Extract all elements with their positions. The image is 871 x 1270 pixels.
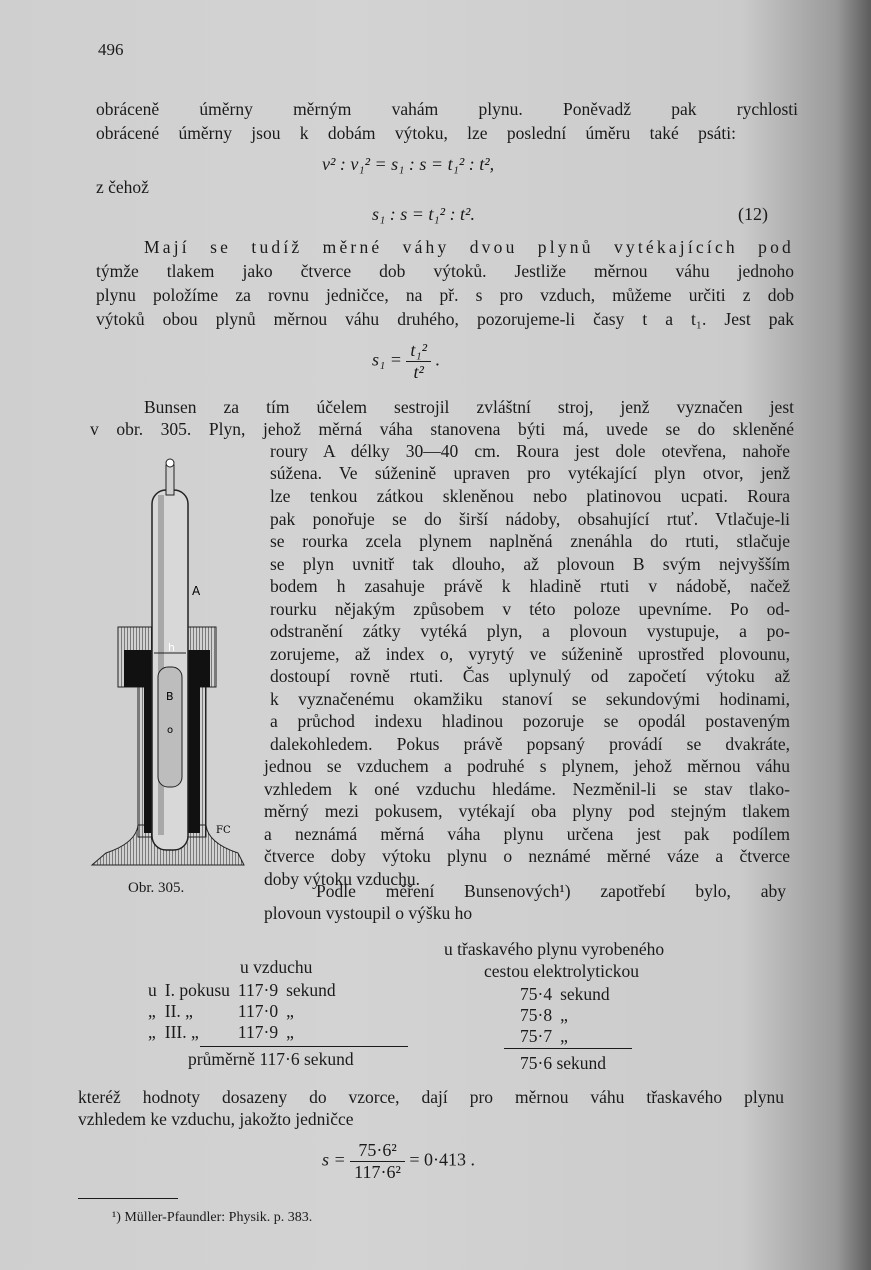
footnote-rule <box>78 1198 178 1199</box>
text-line: výtoků obou plynů měrnou váhu druhého, pozorujeme-li časy t a t₁. Jest pak <box>96 309 794 329</box>
table-row <box>144 1001 340 1022</box>
text-line: v obr. 305. Plyn, jehož měrná váha stanovena býti má, uvede se do skleněné <box>90 419 794 439</box>
text-line: měrný mezi pokusem, vytékají oba plyny pod stejným tlakem <box>264 801 790 821</box>
engraver-monogram: FC <box>216 825 231 836</box>
row-trial: III. „ <box>164 1022 199 1042</box>
row-gas-unit: „ <box>560 1005 568 1025</box>
text-line: k vyznačenému okamžiku stanoví se sekundovými hodinami, <box>270 689 790 709</box>
equation-2: s₁ : s = t₁² : t². <box>372 204 475 224</box>
text-line: zorujeme, až index o, vyrytý ve súženině uprostřed plovounu, <box>270 644 790 664</box>
row-air-value: 117·9 <box>237 980 279 1000</box>
text-line: lze tenkou zátkou skleněnou nebo platinovou ucpati. Roura <box>270 486 790 506</box>
text-line: odstranění zátky vytéká plyn, a plovoun vystupuje, a po- <box>270 621 790 641</box>
text-line: dalekohledem. Pokus právě popsaný provádí se dvakráte, <box>270 734 790 754</box>
table-rule-gas <box>504 1048 632 1049</box>
table-row <box>144 1022 340 1043</box>
row-unit: „ <box>286 1022 294 1042</box>
figure-caption: Obr. 305. <box>128 880 185 896</box>
equation-3-fraction <box>406 340 431 383</box>
tube-stopper <box>166 459 174 467</box>
text-line: Bunsen za tím účelem sestrojil zvláštní stroj, jenž vyznačen jest <box>144 397 794 417</box>
equation-4 <box>322 1140 475 1183</box>
text-line: kteréž hodnoty dosazeny do vzorce, dají pro měrnou váhu třaskavého plynu <box>78 1087 784 1107</box>
text-line: bodem h zasahuje právě k hladině rtuti v nádobě, načež <box>270 576 790 596</box>
table-header-gas: u třaskavého plynu vyrobeného <box>444 939 665 959</box>
row-gas-unit: „ <box>560 1026 568 1046</box>
results-table-gas <box>516 984 614 1047</box>
equation-4-numerator: 75·6² <box>350 1140 405 1162</box>
table-header-air: u vzduchu <box>240 957 313 977</box>
table-average-row <box>188 1048 354 1070</box>
equation-3 <box>372 340 440 383</box>
row-trial: II. „ <box>164 1001 193 1021</box>
row-gas-value: 75·7 <box>520 1026 553 1046</box>
text-line: obráceně úměrny měrným vahám plynu. Poněvadž pak rychlosti <box>96 99 798 119</box>
footnote: ¹) Müller-Pfaundler: Physik. p. 383. <box>112 1210 313 1225</box>
table-row <box>516 984 614 1005</box>
text-line: Podle měření Bunsenových¹) zapotřebí bylo, aby <box>316 881 786 901</box>
table-average-gas <box>520 1052 606 1074</box>
text-line: obrácené úměrny jsou k dobám výtoku, lze poslední úměru také psáti: <box>96 123 736 143</box>
text-line: a neznámá měrná váha plynu určena jest pak podílem <box>264 824 790 844</box>
results-table-air <box>144 980 340 1043</box>
row-prefix: „ <box>148 1001 156 1021</box>
page-number: 496 <box>98 40 124 59</box>
row-gas-value: 75·8 <box>520 1005 553 1025</box>
text-line: jednou se vzduchem a podruhé s plynem, jehož měrnou váhu <box>264 756 790 776</box>
row-air-value: 117·9 <box>237 1022 279 1042</box>
tube-neck <box>166 465 174 495</box>
text-line: pak ponořuje se do širší nádoby, obsahující rtuť. Vtlačuje-li <box>270 509 790 529</box>
equation-4-fraction <box>350 1140 405 1183</box>
text-line: doby výtoku vzduchu. <box>264 869 421 889</box>
row-air-value: 117·0 <box>237 1001 279 1021</box>
text-line: plovoun vystoupil o výšku ho <box>264 903 473 923</box>
text-line: Mají se tudíž měrné váhy dvou plynů vytékajících pod <box>144 237 794 257</box>
table-row <box>516 1026 614 1047</box>
row-unit: „ <box>286 1001 294 1021</box>
table-rule-air <box>200 1046 408 1047</box>
table-header-gas-2: cestou elektrolytickou <box>484 961 640 981</box>
label-b: B <box>166 690 174 703</box>
equation-1: v² : v₁² = s₁ : s = t₁² : t², <box>322 154 495 174</box>
text-line: čtverce doby výtoku plynu o neznámé měrné váze a čtverce <box>264 846 790 866</box>
text-line: týmže tlakem jako čtverce dob výtoků. Jestliže měrnou váhu jednoho <box>96 261 794 281</box>
text-line: vzhledem k oné vzduchu hledáme. Nezměnil-li se stav tlako- <box>264 779 790 799</box>
text-line: se plyn uvnitř tak dlouho, až plovoun B svým nejvyšším <box>270 554 790 574</box>
text-line: a průchod indexu hladinou pozoruje se opodál postaveným <box>270 711 790 731</box>
table-row <box>144 980 340 1001</box>
text-line: z čehož <box>96 177 149 197</box>
text-line: rourku nějakým způsobem v této poloze upevníme. Po od- <box>270 599 790 619</box>
label-h: h <box>168 641 175 654</box>
text-line: roury A délky 30—40 cm. Roura jest dole otevřena, nahoře <box>270 441 790 461</box>
table-row <box>516 1005 614 1026</box>
text-line: vzhledem ke vzduchu, jakožto jedničce <box>78 1109 354 1129</box>
text-line: dostoupí rovně rtuti. Čas uplynulý od započetí výtoku až <box>270 666 790 686</box>
average-label: průměrně <box>188 1049 256 1069</box>
equation-3-denominator: t² <box>413 362 424 382</box>
label-a: A <box>192 584 201 598</box>
row-gas-unit: sekund <box>560 984 610 1004</box>
equation-3-numerator: t₁² <box>406 340 431 362</box>
average-air-unit: sekund <box>304 1049 354 1069</box>
average-gas-unit: sekund <box>556 1053 607 1073</box>
equation-4-lhs: s = <box>322 1149 346 1170</box>
equation-4-denominator: 117·6² <box>354 1162 401 1182</box>
row-gas-value: 75·4 <box>520 984 553 1004</box>
average-air-value: 117·6 <box>259 1049 300 1069</box>
row-prefix: „ <box>148 1022 156 1042</box>
equation-number: (12) <box>738 204 768 224</box>
equation-3-end: . <box>435 349 441 370</box>
text-line: plynu položíme za rovnu jedničce, na př. s pro vzduch, můžeme určiti z dob <box>96 285 794 305</box>
row-prefix: u <box>148 980 157 1000</box>
row-unit: sekund <box>286 980 336 1000</box>
row-trial: I. pokusu <box>164 980 230 1000</box>
text-line: súžena. Ve súženině upraven pro vytékající plyn otvor, jenž <box>270 463 790 483</box>
text-line: se rourka zcela plynem naplněná znenáhla do rtuti, stlačuje <box>270 531 790 551</box>
equation-3-lhs: s₁ = <box>372 349 402 370</box>
bunsen-apparatus-figure <box>88 455 248 875</box>
average-gas-value: 75·6 <box>520 1053 553 1073</box>
label-o: o <box>167 725 174 736</box>
equation-4-rhs: = 0·413 . <box>409 1149 476 1170</box>
